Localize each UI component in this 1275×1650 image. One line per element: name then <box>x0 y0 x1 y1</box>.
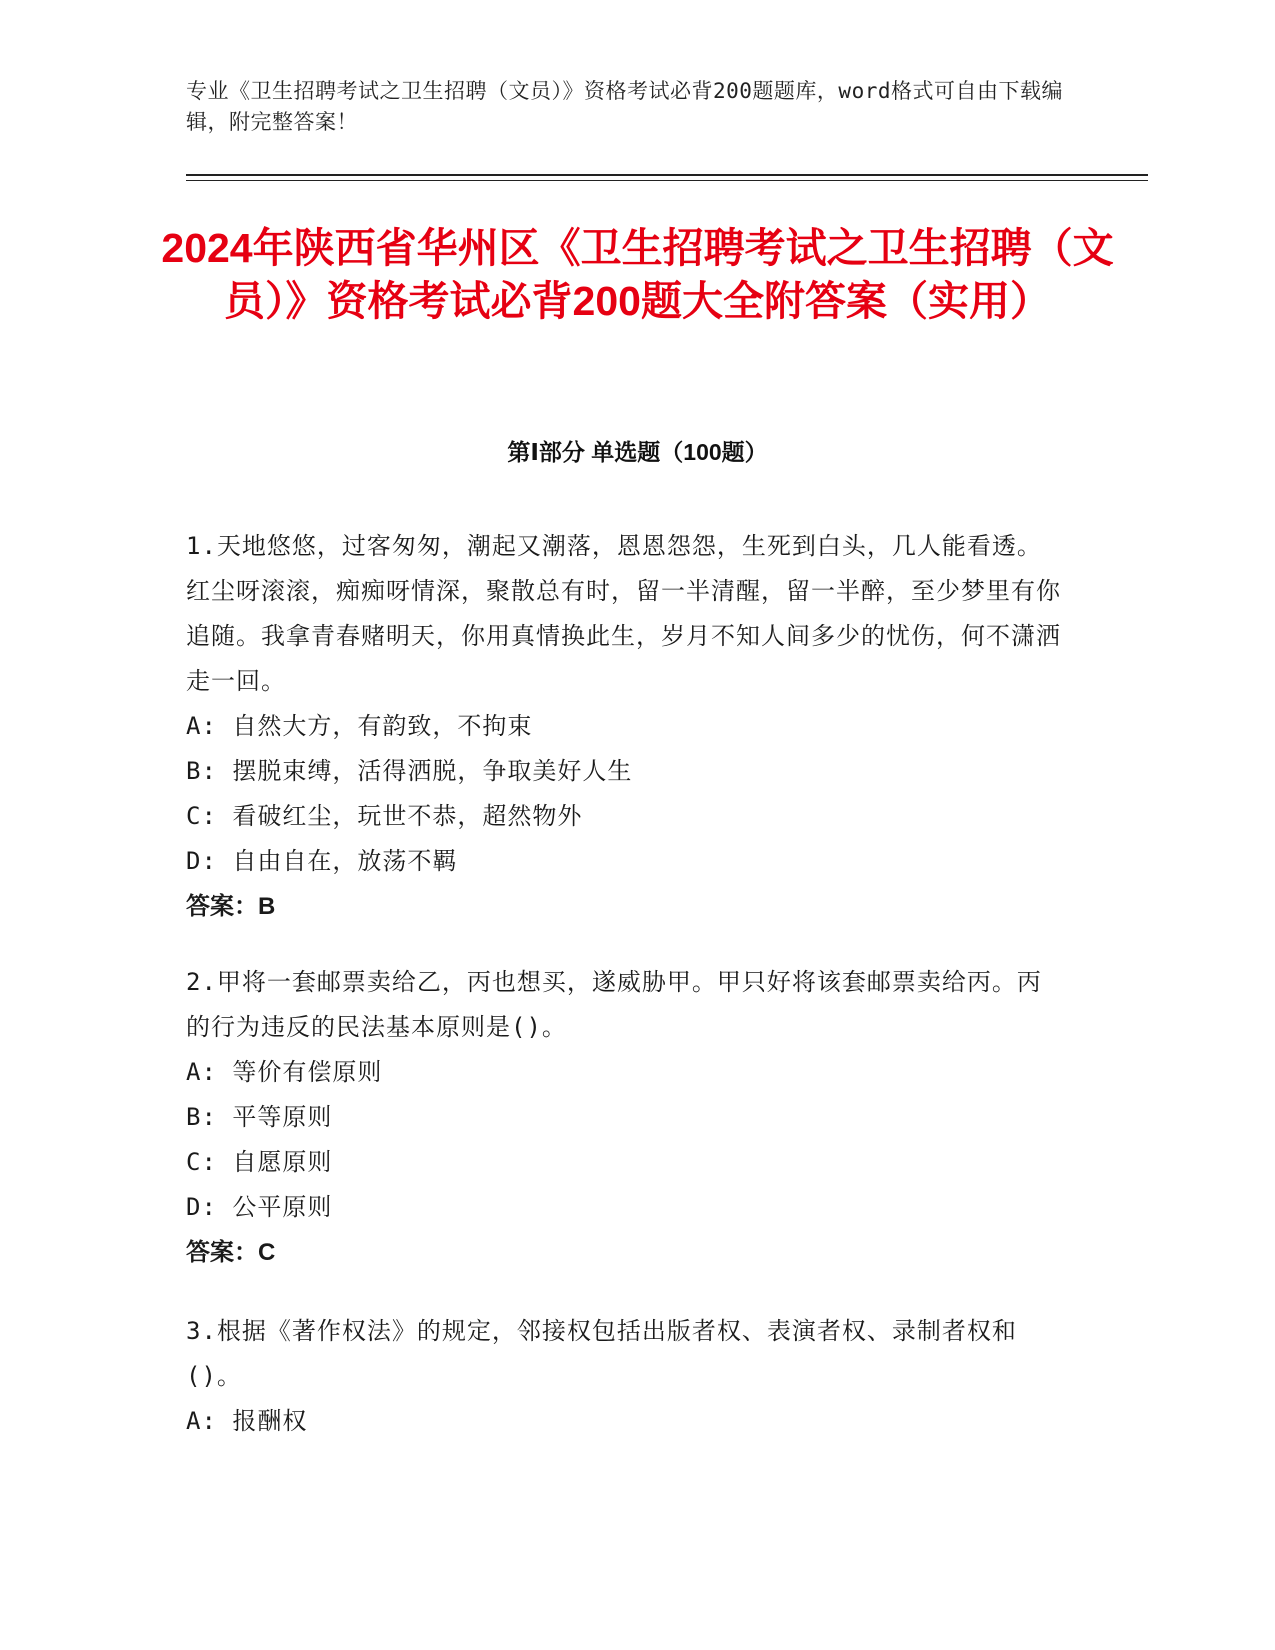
option-d: D: 自由自在，放荡不羁 <box>186 847 458 875</box>
answer-line: 答案：C <box>186 1239 276 1266</box>
option-a: A: 等价有偿原则 <box>186 1058 383 1086</box>
question-text: 2.甲将一套邮票卖给乙，丙也想买，遂威胁甲。甲只好将该套邮票卖给丙。丙的行为违反的民法基本原则是()。 <box>186 968 1042 1041</box>
question-3 <box>186 1309 1066 1444</box>
answer-line: 答案：B <box>186 893 276 920</box>
option-d: D: 公平原则 <box>186 1193 333 1221</box>
header-note: 专业《卫生招聘考试之卫生招聘（文员）》资格考试必背200题题库，word格式可自由下载编辑，附完整答案！ <box>186 79 1063 134</box>
question-2 <box>186 960 1066 1275</box>
option-a: A: 报酬权 <box>186 1407 308 1435</box>
question-1 <box>186 524 1066 929</box>
option-a: A: 自然大方，有韵致，不拘束 <box>186 712 533 740</box>
section-heading: 第Ⅰ部分 单选题（100题） <box>507 439 768 465</box>
header-divider-thick <box>186 174 1148 176</box>
document-title: 2024年陕西省华州区《卫生招聘考试之卫生招聘（文员）》资格考试必背200题大全附答案（实用） <box>161 225 1114 324</box>
option-c: C: 自愿原则 <box>186 1148 333 1176</box>
header-divider-thin <box>186 180 1148 181</box>
question-text: 3.根据《著作权法》的规定，邻接权包括出版者权、表演者权、录制者权和()。 <box>186 1317 1017 1390</box>
option-b: B: 平等原则 <box>186 1103 333 1131</box>
option-c: C: 看破红尘，玩世不恭，超然物外 <box>186 802 583 830</box>
option-b: B: 摆脱束缚，活得洒脱，争取美好人生 <box>186 757 633 785</box>
question-text: 1.天地悠悠，过客匆匆，潮起又潮落，恩恩怨怨，生死到白头，几人能看透。红尘呀滚滚，痴痴呀情深，聚散总有时，留一半清醒，留一半醉，至少梦里有你追随。我拿青春赌明天，你用真情换此生，岁月不知人间多少的忧伤，何不潇洒走一回。 <box>186 532 1061 695</box>
